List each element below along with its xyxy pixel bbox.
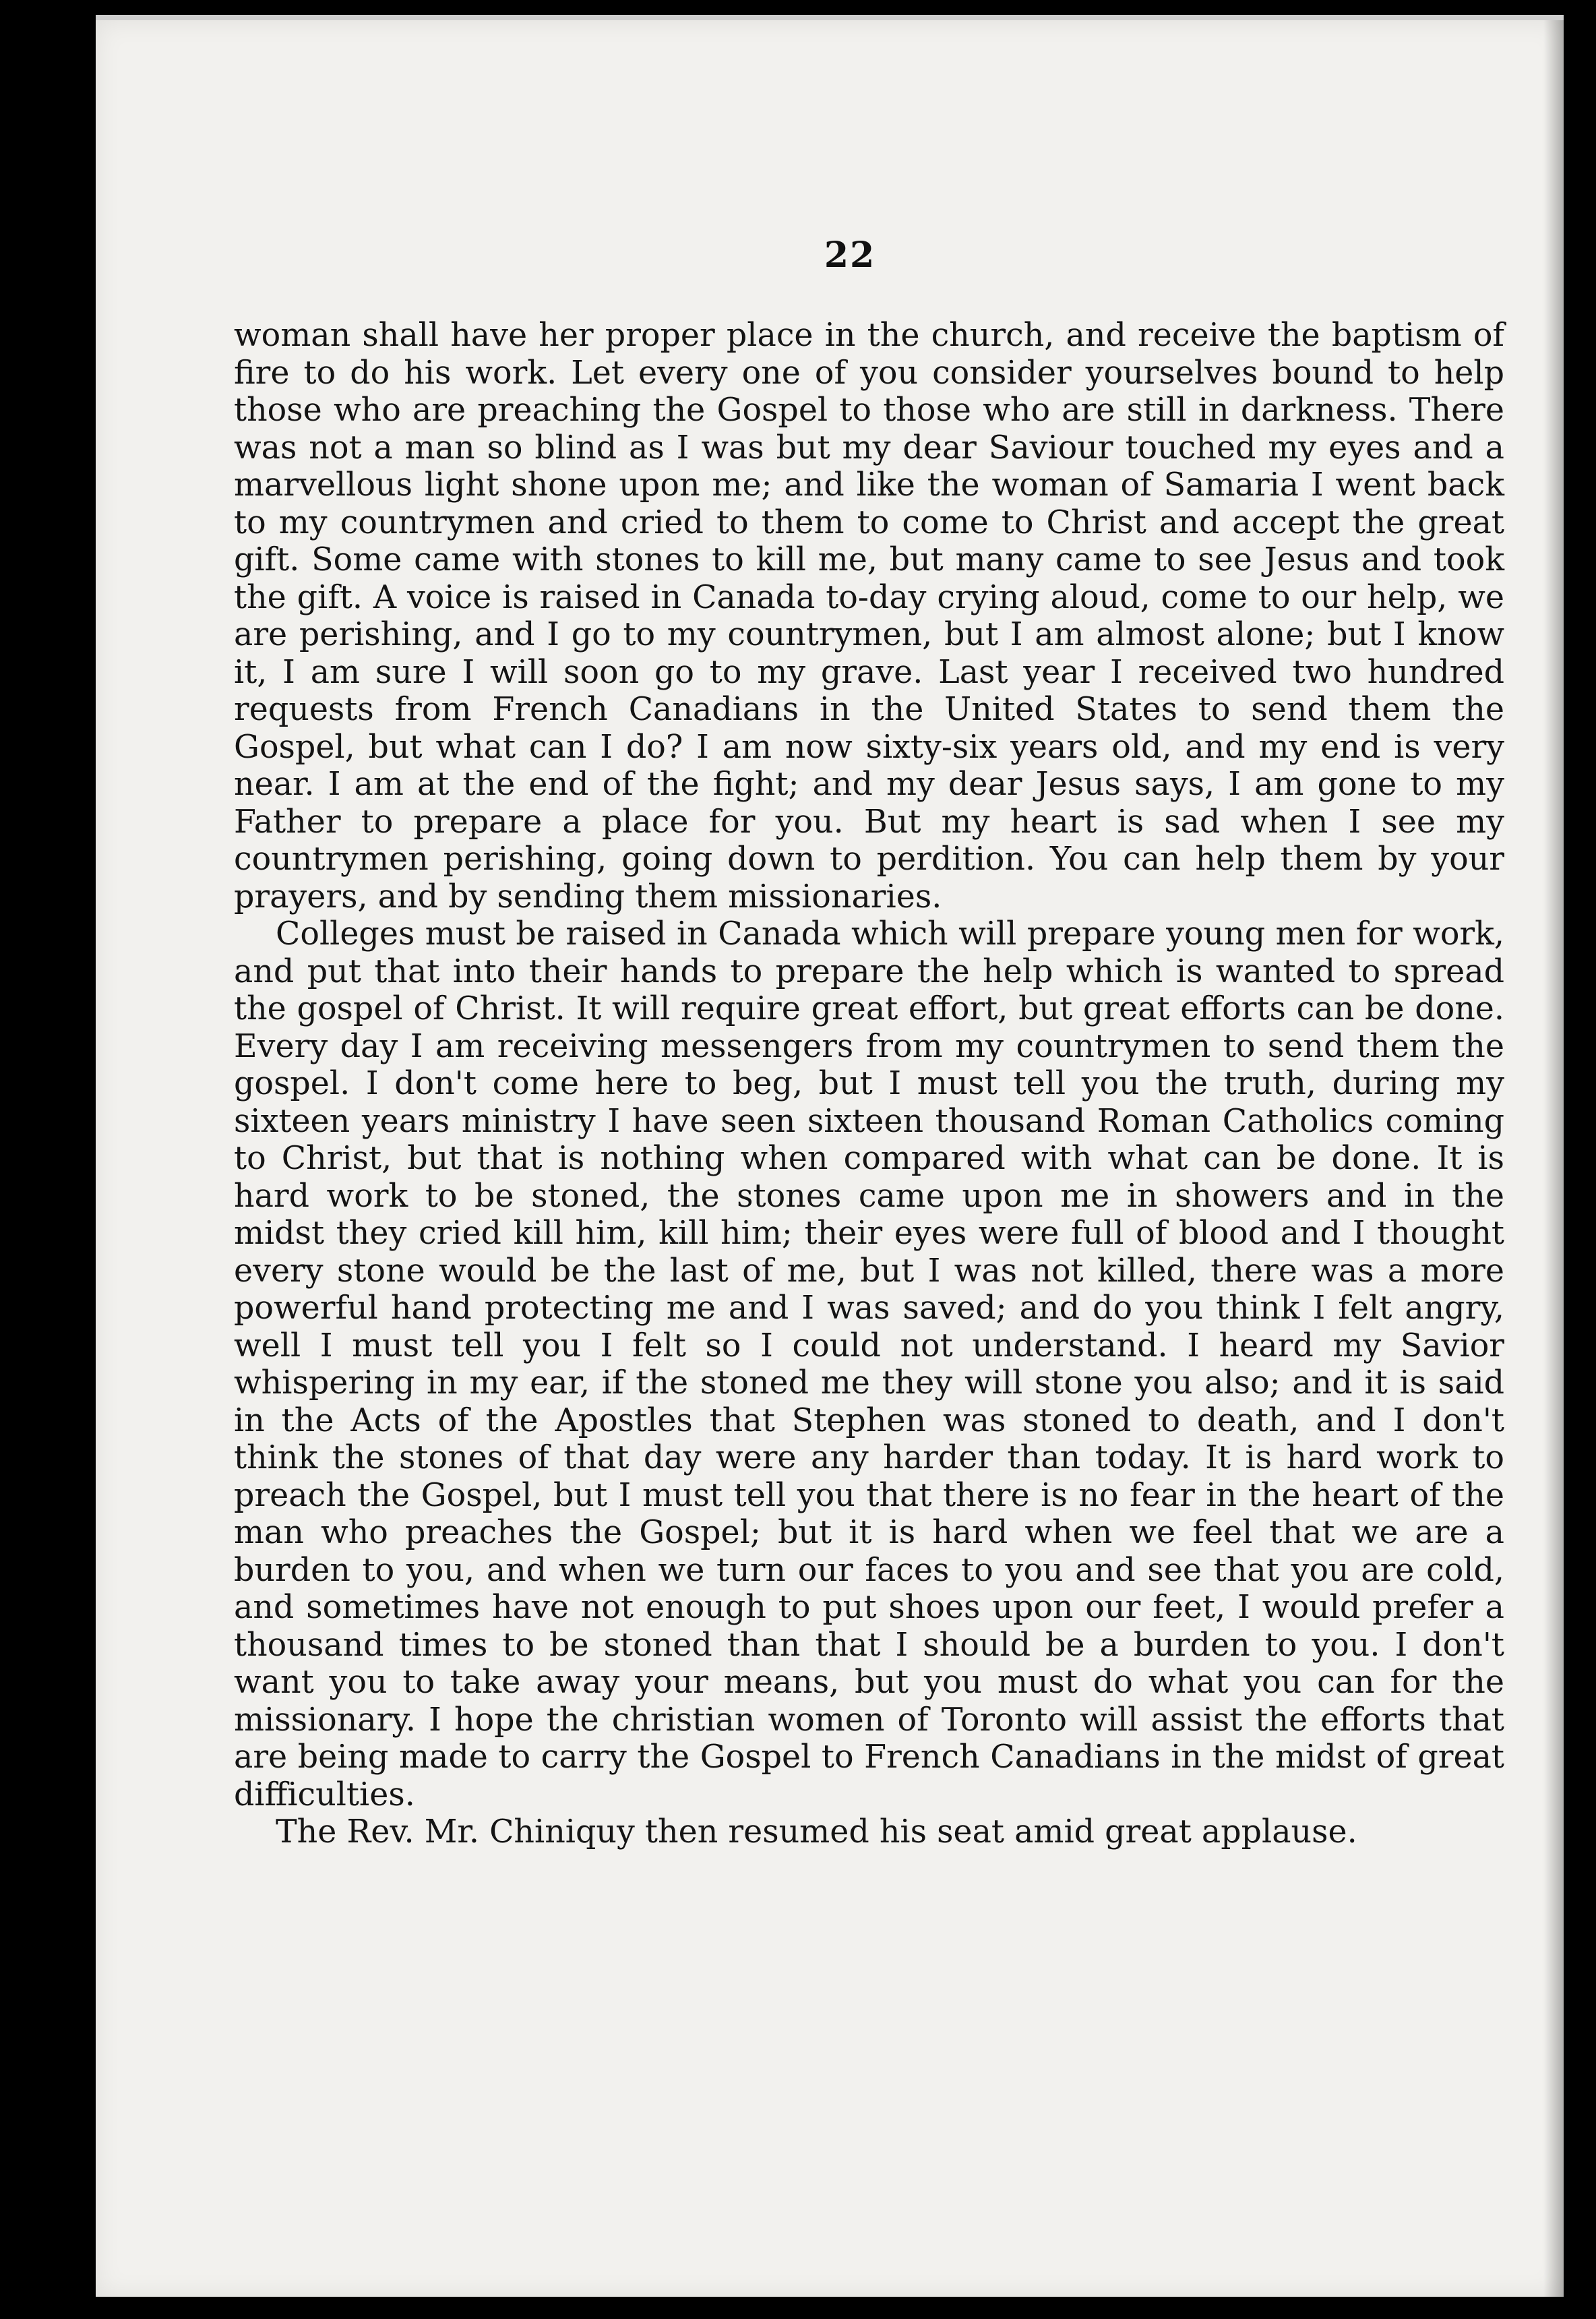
paragraph-closing: The Rev. Mr. Chiniquy then resumed his seat amid great applause. [276,1813,1357,1850]
page-edge-shadow [1543,20,1564,2297]
paragraph-colleges: Colleges must be raised in Canada which will prepare young men for work, and put that into their hands to prepare the help which is wanted to spread the gospel of Christ. It will require great effort, but great efforts can be done. Every day I am receiving messengers from my countrymen to send them the gospel. I don't come here to beg, but I must tell you the truth, during my sixteen years ministry I have seen sixteen thousand Roman Catholics coming to Christ, but that is nothing when compared with what can be done. It is hard work to be stoned, the stones came upon me in showers and in the midst they cried kill him, kill him; their eyes were full of blood and I thought every stone would be the last of me, but I was not killed, there was a more powerful hand protecting me and I was saved; and do you think I felt angry, well I must tell you I felt so I could not understand. I heard my Savior whispering in my ear, if the stoned me they will stone you also; and it is said in the Acts of the Apostles that Stephen was stoned to death, and I don't think the stones of that day were any harder than today. It is hard work to preach the Gospel, but I must tell you that there is no fear in the heart of the man who preaches the Gospel; but it is hard when we feel that we are a burden to you, and when we turn our faces to you and see that you are cold, and sometimes have not enough to put shoes upon our feet, I would prefer a thousand times to be stoned than that I should be a burden to you. I don't want you to take away your means, but you must do what you can for the missionary. I hope the christian women of Toronto will assist the efforts that are being made to carry the Gospel to French Canadians in the midst of great difficulties. [234,915,1504,1813]
body-text [234,317,1504,1851]
paragraph-continuation: woman shall have her proper place in the church, and receive the baptism of fire to do his work. Let every one of you consider yourselves bound to help those who are preaching the Gospel to those who are still in darkness. There was not a man so blind as I was but my dear Saviour touched my eyes and a marvellous light shone upon me; and like the woman of Samaria I went back to my countrymen and cried to them to come to Christ and accept the great gift. Some came with stones to kill me, but many came to see Jesus and took the gift. A voice is raised in Canada to-day crying aloud, come to our help, we are perishing, and I go to my countrymen, but I am almost alone; but I know it, I am sure I will soon go to my grave. Last year I received two hundred requests from French Canadians in the United States to send them the Gospel, but what can I do? I am now sixty-six years old, and my end is very near. I am at the end of the fight; and my dear Jesus says, I am gone to my Father to prepare a place for you. But my heart is sad when I see my countrymen perishing, going down to perdition. You can help them by your prayers, and by sending them missionaries. [234,317,1504,915]
book-page [96,15,1564,2297]
page-number: 22 [824,235,876,276]
